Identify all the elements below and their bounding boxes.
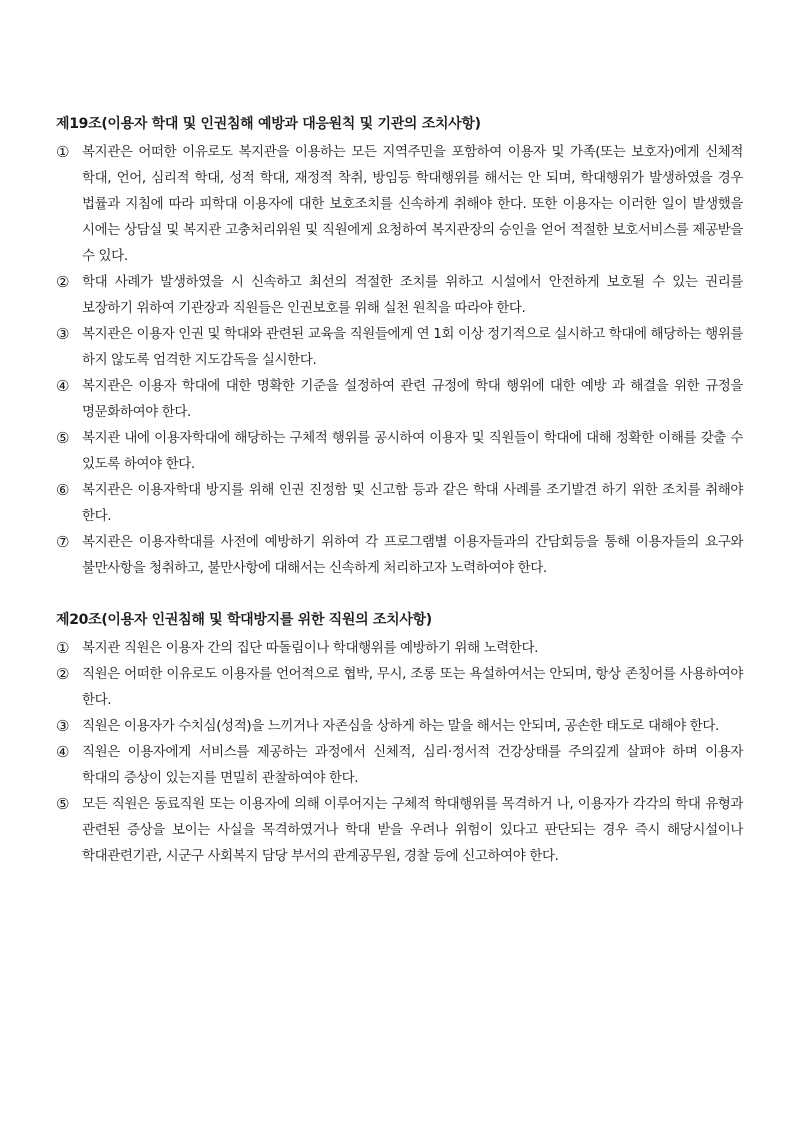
item-text: 직원은 이용자에게 서비스를 제공하는 과정에서 신체적, 심리·정서적 건강상태를 주의깊게 살펴야 하며 이용자 학대의 증상이 있는지를 면밀히 관찰하여야 한다.	[82, 744, 743, 786]
article-19	[56, 111, 743, 581]
item-number: ①	[56, 639, 70, 657]
item-text: 복지관은 이용자학대 방지를 위해 인권 진정함 및 신고함 등과 같은 학대 사례를 조기발견 하기 위한 조치를 취해야 한다.	[82, 482, 743, 524]
article-19-item-2	[56, 269, 743, 321]
item-text: 복지관은 이용자 학대에 대한 명확한 기준을 설정하여 관련 규정에 학대 행위에 대한 예방 과 해결을 위한 규정을 명문화하여야 한다.	[82, 378, 743, 420]
item-text: 모든 직원은 동료직원 또는 이용자에 의해 이루어지는 구체적 학대행위를 목격하거 나, 이용자가 각각의 학대 유형과 관련된 증상을 보이는 사실을 목격하였거나 학대 받을 우려나 위험이 있다고 판단되는 경우 즉시 해당시설이나 학대관련기관, 시군구 사회복지 담당 부서의 관계공무원, 경찰 등에 신고하여야 한다.	[82, 796, 743, 864]
item-number: ⑤	[56, 429, 70, 447]
item-text: 학대 사례가 발생하였을 시 신속하고 최선의 적절한 조치를 위하고 시설에서 안전하게 보호될 수 있는 권리를 보장하기 위하여 기관장과 직원들은 인권보호를 위해 실천 원칙을 따라야 한다.	[82, 274, 743, 316]
article-20-item-4	[56, 739, 743, 791]
article-19-item-5	[56, 425, 743, 477]
item-number: ③	[56, 325, 70, 343]
item-number: ⑤	[56, 795, 70, 813]
item-number: ②	[56, 273, 70, 291]
article-20-title: 제20조(이용자 인권침해 및 학대방지를 위한 직원의 조치사항)	[56, 612, 432, 628]
item-text: 복지관 직원은 이용자 간의 집단 따돌림이나 학대행위를 예방하기 위해 노력한다.	[82, 640, 539, 656]
item-number: ③	[56, 717, 70, 735]
article-20-item-1	[56, 635, 743, 661]
article-19-item-4	[56, 373, 743, 425]
article-19-item-3	[56, 321, 743, 373]
article-19-items	[56, 139, 743, 581]
item-text: 복지관 내에 이용자학대에 해당하는 구체적 행위를 공시하여 이용자 및 직원들이 학대에 대해 정확한 이해를 갖출 수 있도록 하여야 한다.	[82, 430, 743, 472]
item-text: 복지관은 어떠한 이유로도 복지관을 이용하는 모든 지역주민을 포함하여 이용자 및 가족(또는 보호자)에게 신체적 학대, 언어, 심리적 학대, 성적 학대, 재정적 착취, 방임등 학대행위를 해서는 안 되며, 학대행위가 발생하였을 경우 법률과 지침에 따라 피학대 이용자에 대한 보호조치를 신속하게 취해야 한다. 또한 이용자는 이러한 일이 발생했을 시에는 상담실 및 복지관 고충처리위원 및 직원에게 요청하여 복지관장의 승인을 얻어 적절한 보호서비스를 제공받을 수 있다.	[82, 144, 743, 264]
article-20-item-5	[56, 791, 743, 869]
article-20-item-2	[56, 661, 743, 713]
article-20-items	[56, 635, 743, 869]
item-number: ④	[56, 743, 70, 761]
item-number: ①	[56, 143, 70, 161]
item-number: ④	[56, 377, 70, 395]
article-19-item-7	[56, 529, 743, 581]
item-number: ⑥	[56, 481, 70, 499]
article-19-item-6	[56, 477, 743, 529]
article-20	[56, 607, 743, 869]
article-19-title: 제19조(이용자 학대 및 인권침해 예방과 대응원칙 및 기관의 조치사항)	[56, 116, 481, 132]
item-text: 직원은 이용자가 수치심(성적)을 느끼거나 자존심을 상하게 하는 말을 해서는 안되며, 공손한 태도로 대해야 한다.	[82, 718, 719, 734]
item-text: 복지관은 이용자 인권 및 학대와 관련된 교육을 직원들에게 연 1회 이상 정기적으로 실시하고 학대에 해당하는 행위를 하지 않도록 엄격한 지도감독을 실시한다.	[82, 326, 743, 368]
item-number: ⑦	[56, 533, 70, 551]
item-text: 복지관은 이용자학대를 사전에 예방하기 위하여 각 프로그램별 이용자들과의 간담회등을 통해 이용자들의 요구와 불만사항을 청취하고, 불만사항에 대해서는 신속하게 처리하고자 노력하여야 한다.	[82, 534, 743, 576]
article-19-item-1	[56, 139, 743, 269]
item-text: 직원은 어떠한 이유로도 이용자를 언어적으로 협박, 무시, 조롱 또는 욕설하여서는 안되며, 항상 존칭어를 사용하여야 한다.	[82, 666, 743, 708]
item-number: ②	[56, 665, 70, 683]
article-20-item-3	[56, 713, 743, 739]
